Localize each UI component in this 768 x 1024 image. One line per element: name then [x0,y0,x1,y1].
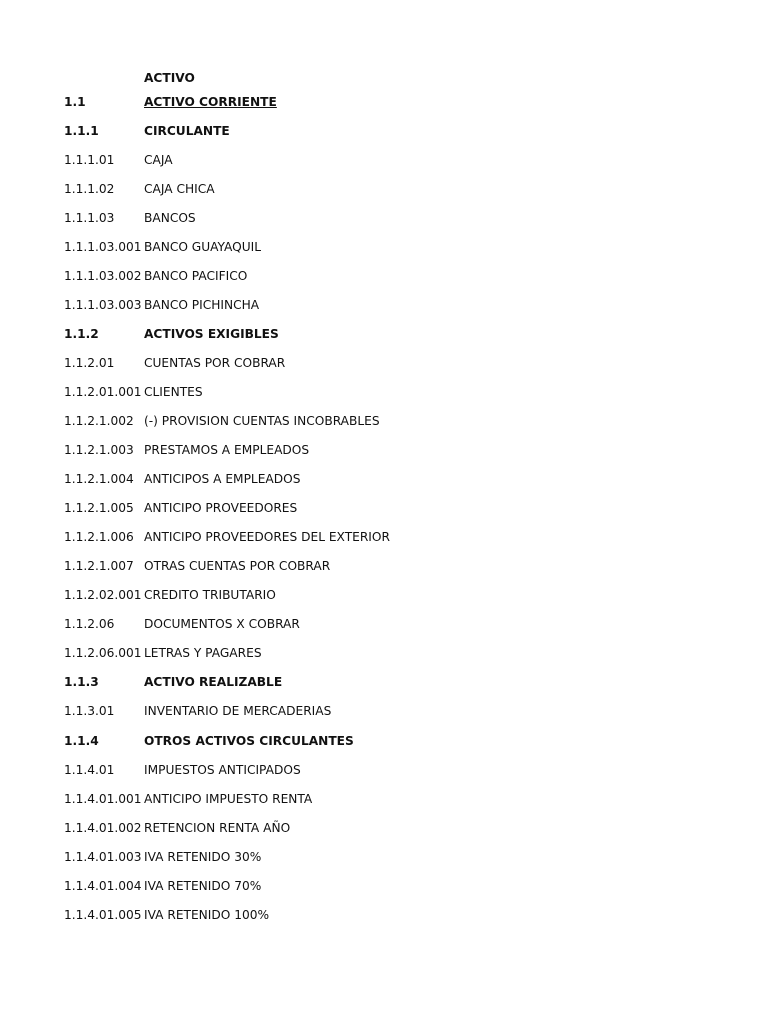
account-code: 1.1.2.1.007 [64,559,134,573]
account-name: RETENCION RENTA AÑO [144,821,291,835]
account-name: ACTIVO CORRIENTE [144,95,277,109]
account-code: 1.1.1.02 [64,182,115,196]
account-code: 1.1.4.01 [64,763,115,777]
account-name: OTROS ACTIVOS CIRCULANTES [144,734,354,748]
account-code: 1.1.1.03.001 [64,240,142,254]
account-name: BANCO PICHINCHA [144,298,260,312]
account-code: 1.1.1.03.003 [64,298,142,312]
account-code: 1.1.2 [64,327,99,341]
account-name: IVA RETENIDO 30% [144,850,262,864]
account-code: 1.1.2.06 [64,617,115,631]
account-name: CAJA [144,153,173,167]
account-name: ACTIVO REALIZABLE [144,675,283,689]
account-name: CAJA CHICA [144,182,215,196]
account-code: 1.1.1.01 [64,153,115,167]
account-code: 1.1.2.1.006 [64,530,134,544]
account-name: PRESTAMOS A EMPLEADOS [144,443,310,457]
account-code: 1.1.2.06.001 [64,646,142,660]
account-name: IVA RETENIDO 100% [144,908,270,922]
account-name: IMPUESTOS ANTICIPADOS [144,763,301,777]
account-name: ACTIVOS EXIGIBLES [144,327,279,341]
account-code: 1.1.4.01.003 [64,850,142,864]
account-code: 1.1.4.01.005 [64,908,142,922]
account-name: ANTICIPO PROVEEDORES [144,501,298,515]
account-name: BANCOS [144,211,196,225]
account-code: 1.1.2.1.004 [64,472,134,486]
account-name: (-) PROVISION CUENTAS INCOBRABLES [144,414,380,428]
account-code: 1.1.4 [64,734,99,748]
account-name: ANTICIPOS A EMPLEADOS [144,472,301,486]
account-code: 1.1.1.03 [64,211,115,225]
account-code: 1.1.4.01.004 [64,879,142,893]
account-code: 1.1.3.01 [64,704,115,718]
account-code: 1.1.4.01.001 [64,792,142,806]
account-name: INVENTARIO DE MERCADERIAS [144,704,332,718]
account-code: 1.1.2.1.002 [64,414,134,428]
account-code: 1.1.2.1.005 [64,501,134,515]
account-code: 1.1 [64,95,86,109]
account-code: 1.1.1 [64,124,99,138]
account-code: 1.1.3 [64,675,99,689]
account-name: ANTICIPO IMPUESTO RENTA [144,792,313,806]
account-name: DOCUMENTOS X COBRAR [144,617,300,631]
account-name: CIRCULANTE [144,124,230,138]
account-name: CREDITO TRIBUTARIO [144,588,276,602]
account-code: 1.1.2.01 [64,356,115,370]
account-name: ACTIVO [144,71,195,85]
account-name: CLIENTES [144,385,203,399]
account-code: 1.1.1.03.002 [64,269,142,283]
account-name: BANCO GUAYAQUIL [144,240,262,254]
account-name: BANCO PACIFICO [144,269,248,283]
account-code: 1.1.2.1.003 [64,443,134,457]
account-name: CUENTAS POR COBRAR [144,356,286,370]
account-code: 1.1.2.01.001 [64,385,142,399]
account-name: IVA RETENIDO 70% [144,879,262,893]
account-name: ANTICIPO PROVEEDORES DEL EXTERIOR [144,530,390,544]
account-code: 1.1.4.01.002 [64,821,142,835]
account-code: 1.1.2.02.001 [64,588,142,602]
account-name: LETRAS Y PAGARES [144,646,262,660]
account-name: OTRAS CUENTAS POR COBRAR [144,559,331,573]
